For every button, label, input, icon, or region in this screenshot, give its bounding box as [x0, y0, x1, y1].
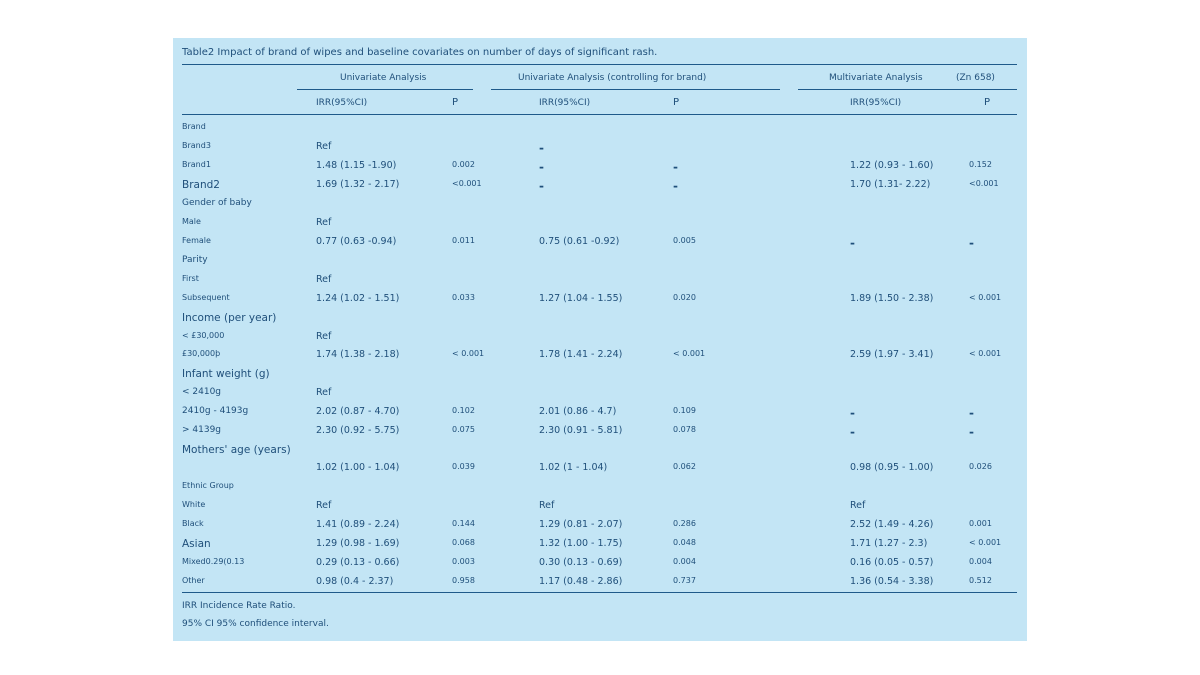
row-label: Mixed0.29(0.13 [182, 557, 245, 566]
cell-p1: 0.102 [452, 406, 475, 415]
cell-irr2: - [539, 160, 544, 174]
cell-p2: 0.737 [673, 576, 696, 585]
row-label: > 4139g [182, 425, 222, 435]
row-label: Brand2 [182, 179, 220, 191]
cell-p2: 0.109 [673, 406, 696, 415]
cell-p1: 0.068 [452, 538, 475, 547]
cell-irr1: 2.30 (0.92 - 5.75) [316, 425, 400, 436]
column-header-irr-1: IRR(95%CI) [316, 98, 368, 108]
row-label: Brand [182, 122, 206, 131]
cell-irr2: 0.75 (0.61 -0.92) [539, 236, 620, 247]
group-rule-univariate [297, 89, 473, 90]
group-rule-univariate-brand [491, 89, 780, 90]
cell-irr3: - [850, 425, 855, 439]
table-title: Table2 Impact of brand of wipes and baseline covariates on number of days of significant rash. [182, 47, 658, 58]
cell-p2: 0.005 [673, 236, 696, 245]
row-label: < £30,000 [182, 331, 225, 340]
cell-irr1: Ref [316, 500, 332, 511]
row-label: Gender of baby [182, 198, 252, 208]
row-label: 2410g - 4193g [182, 406, 249, 416]
group-header-sample-size: (Zn 658) [956, 73, 995, 83]
row-label: Brand1 [182, 160, 211, 169]
cell-p1: 0.144 [452, 519, 475, 528]
row-label: < 2410g [182, 387, 222, 397]
cell-p2: 0.078 [673, 425, 696, 434]
cell-irr2: - [539, 179, 544, 193]
cell-irr2: 2.01 (0.86 - 4.7) [539, 406, 617, 417]
cell-p1: 0.003 [452, 557, 475, 566]
cell-irr1: 1.69 (1.32 - 2.17) [316, 179, 400, 190]
cell-p1: 0.039 [452, 462, 475, 471]
column-header-irr-2: IRR(95%CI) [539, 98, 591, 108]
cell-p3: - [969, 236, 974, 250]
cell-irr2: 0.30 (0.13 - 0.69) [539, 557, 623, 568]
cell-irr1: 1.48 (1.15 -1.90) [316, 160, 397, 171]
row-label: Male [182, 217, 201, 226]
cell-irr3: 0.16 (0.05 - 0.57) [850, 557, 934, 568]
cell-p1: 0.011 [452, 236, 475, 245]
cell-irr3: - [850, 406, 855, 420]
cell-p3: - [969, 425, 974, 439]
cell-irr2: 1.17 (0.48 - 2.86) [539, 576, 623, 587]
cell-irr1: 1.29 (0.98 - 1.69) [316, 538, 400, 549]
cell-p1: <0.001 [452, 179, 482, 188]
row-label: Ethnic Group [182, 481, 234, 490]
cell-p2: 0.020 [673, 293, 696, 302]
cell-p3: < 0.001 [969, 293, 1002, 302]
cell-irr2: - [539, 141, 544, 155]
cell-p1: 0.002 [452, 160, 475, 169]
cell-irr2: 2.30 (0.91 - 5.81) [539, 425, 623, 436]
cell-irr1: Ref [316, 217, 332, 228]
cell-irr1: 0.29 (0.13 - 0.66) [316, 557, 400, 568]
cell-irr3: Ref [850, 500, 866, 511]
cell-irr3: - [850, 236, 855, 250]
cell-irr1: Ref [316, 274, 332, 285]
row-label: White [182, 500, 206, 509]
cell-p3: 0.001 [969, 519, 992, 528]
cell-irr3: 2.59 (1.97 - 3.41) [850, 349, 934, 360]
cell-irr2: 1.27 (1.04 - 1.55) [539, 293, 623, 304]
cell-irr1: 2.02 (0.87 - 4.70) [316, 406, 400, 417]
cell-irr3: 0.98 (0.95 - 1.00) [850, 462, 934, 473]
cell-irr3: 1.71 (1.27 - 2.3) [850, 538, 928, 549]
row-label: Black [182, 519, 204, 528]
cell-p3: 0.004 [969, 557, 992, 566]
top-rule [182, 64, 1017, 65]
row-label: Brand3 [182, 141, 211, 150]
row-label: Income (per year) [182, 312, 277, 324]
cell-irr1: 1.74 (1.38 - 2.18) [316, 349, 400, 360]
cell-irr3: 1.22 (0.93 - 1.60) [850, 160, 934, 171]
cell-p2: 0.062 [673, 462, 696, 471]
footnote-ci: 95% CI 95% confidence interval. [182, 619, 329, 629]
cell-p3: 0.026 [969, 462, 992, 471]
cell-p2: - [673, 179, 678, 193]
cell-p3: 0.512 [969, 576, 992, 585]
cell-p3: 0.152 [969, 160, 992, 169]
cell-p1: 0.033 [452, 293, 475, 302]
group-header-univariate: Univariate Analysis [340, 73, 427, 83]
cell-irr3: 1.89 (1.50 - 2.38) [850, 293, 934, 304]
cell-irr2: Ref [539, 500, 555, 511]
cell-p3: < 0.001 [969, 538, 1002, 547]
cell-p3: < 0.001 [969, 349, 1002, 358]
header-rule [182, 114, 1017, 115]
group-rule-multivariate [798, 89, 1017, 90]
row-label: Subsequent [182, 293, 230, 302]
cell-p1: < 0.001 [452, 349, 485, 358]
group-header-univariate-brand: Univariate Analysis (controlling for brand) [518, 73, 707, 83]
cell-irr1: Ref [316, 387, 332, 398]
cell-p2: 0.048 [673, 538, 696, 547]
cell-irr2: 1.02 (1 - 1.04) [539, 462, 608, 473]
cell-p2: 0.004 [673, 557, 696, 566]
cell-p2: - [673, 160, 678, 174]
row-label: First [182, 274, 199, 283]
cell-irr1: 0.77 (0.63 -0.94) [316, 236, 397, 247]
row-label: £30,000þ [182, 349, 221, 358]
cell-irr1: 0.98 (0.4 - 2.37) [316, 576, 394, 587]
cell-irr2: 1.29 (0.81 - 2.07) [539, 519, 623, 530]
group-header-multivariate: Multivariate Analysis [829, 73, 923, 83]
row-label: Other [182, 576, 205, 585]
bottom-rule [182, 592, 1017, 593]
table-panel [173, 38, 1027, 641]
cell-irr3: 1.70 (1.31- 2.22) [850, 179, 931, 190]
cell-irr2: 1.32 (1.00 - 1.75) [539, 538, 623, 549]
row-label: Female [182, 236, 211, 245]
row-label: Asian [182, 538, 211, 550]
row-label: Parity [182, 255, 208, 265]
cell-irr2: 1.78 (1.41 - 2.24) [539, 349, 623, 360]
cell-irr3: 1.36 (0.54 - 3.38) [850, 576, 934, 587]
cell-irr1: 1.02 (1.00 - 1.04) [316, 462, 400, 473]
cell-irr1: 1.41 (0.89 - 2.24) [316, 519, 400, 530]
cell-irr3: 2.52 (1.49 - 4.26) [850, 519, 934, 530]
footnote-irr: IRR Incidence Rate Ratio. [182, 601, 296, 611]
cell-irr1: 1.24 (1.02 - 1.51) [316, 293, 400, 304]
row-label: Infant weight (g) [182, 368, 270, 380]
column-header-p-1: P [452, 97, 459, 108]
column-header-p-2: P [673, 97, 680, 108]
column-header-p-3: P [984, 97, 991, 108]
cell-p2: 0.286 [673, 519, 696, 528]
cell-irr1: Ref [316, 331, 332, 342]
cell-irr1: Ref [316, 141, 332, 152]
row-label: Mothers' age (years) [182, 444, 291, 456]
cell-p1: 0.075 [452, 425, 475, 434]
cell-p3: <0.001 [969, 179, 999, 188]
column-header-irr-3: IRR(95%CI) [850, 98, 902, 108]
cell-p1: 0.958 [452, 576, 475, 585]
cell-p2: < 0.001 [673, 349, 706, 358]
cell-p3: - [969, 406, 974, 420]
